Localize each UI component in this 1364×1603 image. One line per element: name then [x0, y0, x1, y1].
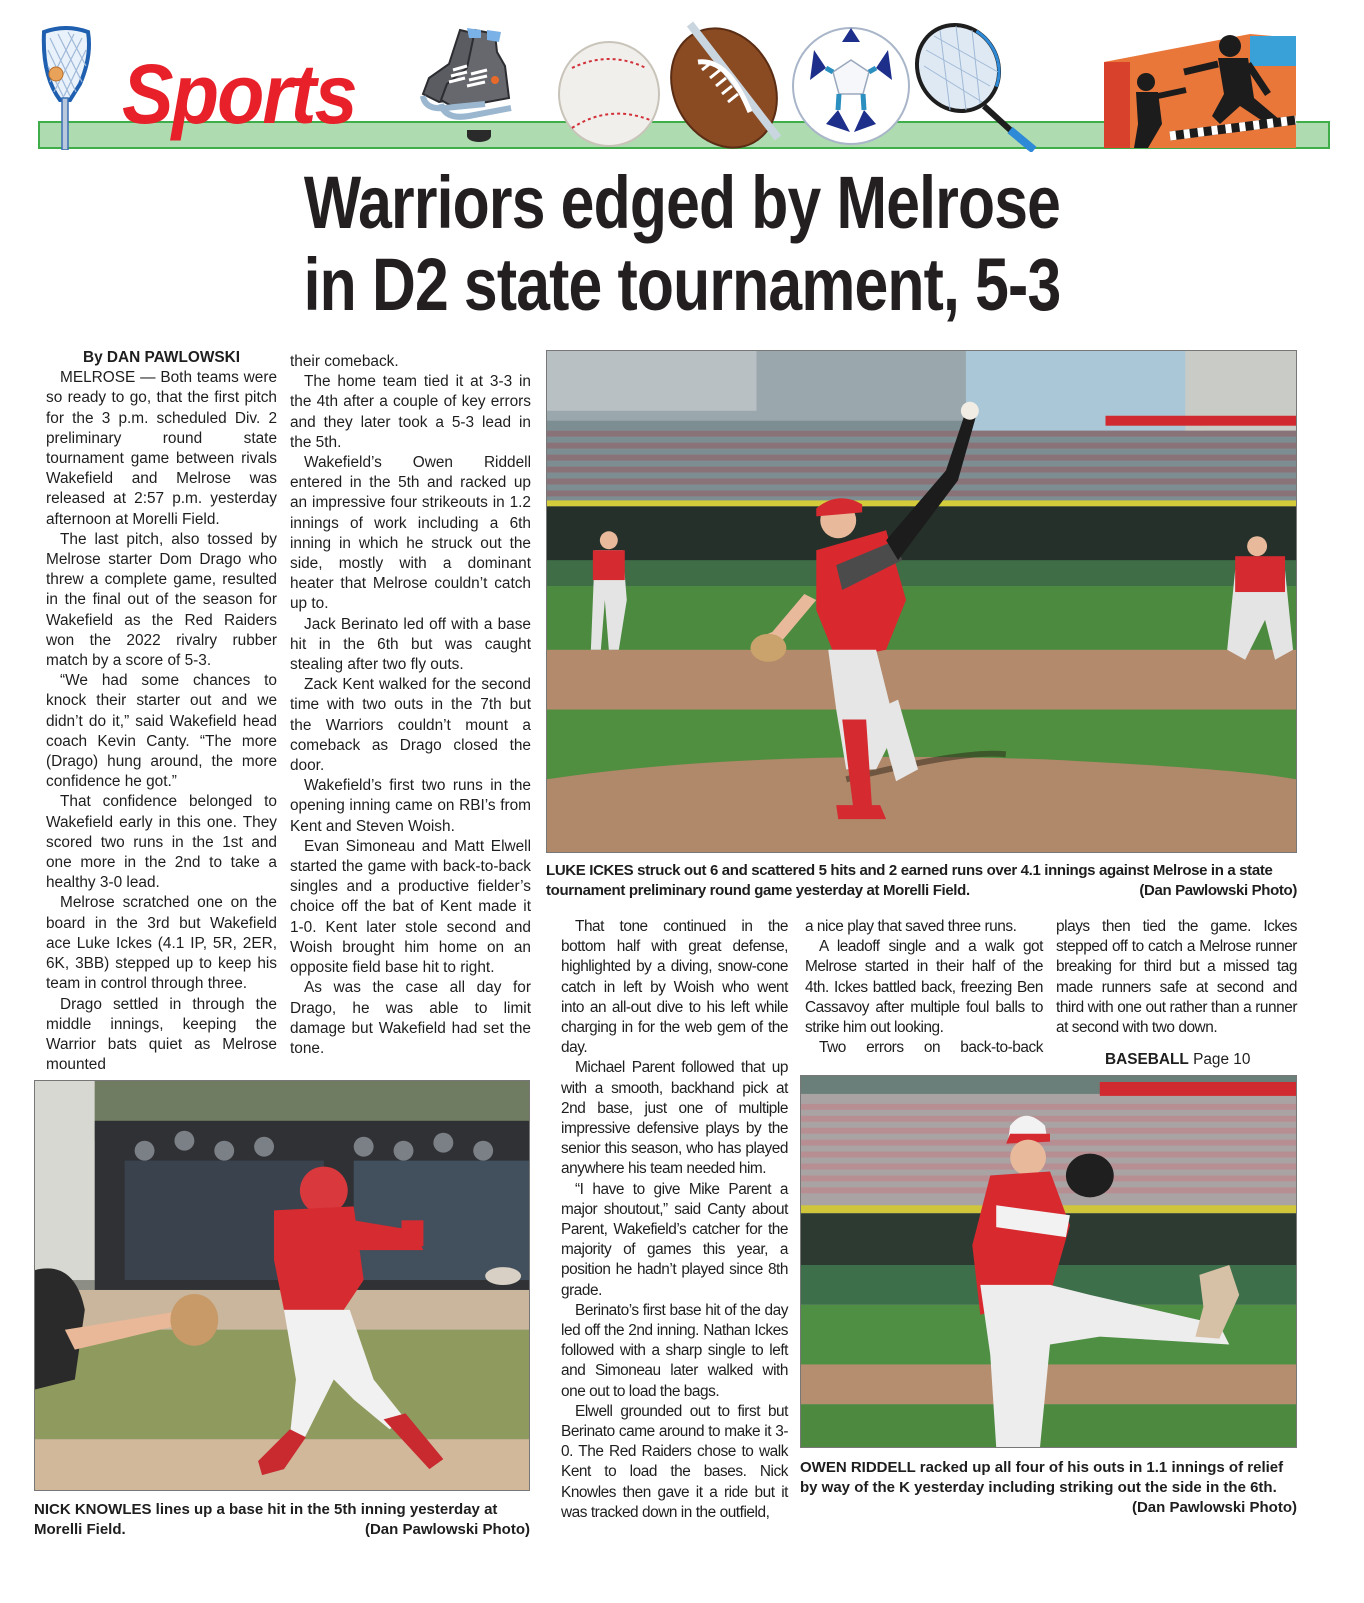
soccer-ball-icon	[790, 20, 912, 150]
relief-pitcher-photo-image	[801, 1076, 1296, 1447]
paragraph: “We had some chances to knock their starter out and we didn’t do it,” said Wakefield head coach Kevin Canty. “The more (Drago) hung around, the more confidence he got.”	[46, 672, 277, 791]
paragraph-continued: plays then tied the game. Ickes stepped off to catch a Melrose runner breaking for third but a missed tag made runners safe at second and third with one out rather than a runner at second with two down.	[1056, 918, 1297, 1037]
headline-line-2: in D2 state tournament, 5-3	[303, 243, 1061, 326]
caption-text: racked up all four of his outs in 1.1 innings of relief by way of the K yesterday including striking out the side in the 6th.	[800, 1459, 1284, 1496]
photo-credit: (Dan Pawlowski Photo)	[364, 1521, 530, 1538]
article-column-2	[290, 352, 531, 1059]
paragraph: MELROSE — Both teams were so ready to go, that the first pitch for the 3 p.m. scheduled Div. 2 preliminary round state tournament game between rivals Wakefield and Melrose was released at 2:57 p.m. yesterday afternoon at Morelli Field.	[46, 369, 277, 528]
photo-caption-nick-knowles	[34, 1500, 530, 1540]
paragraph: Wakefield’s first two runs in the opening inning came on RBI’s from Kent and Steven Woish.	[290, 777, 531, 835]
paragraph: Berinato’s first base hit of the day led off the 2nd inning. Nathan Ickes followed with a sharp single to left and Simoneau later walked with one out to load the bags.	[561, 1301, 788, 1400]
caption-lead: OWEN RIDDELL	[800, 1459, 916, 1476]
paragraph: That confidence belonged to Wakefield early in this one. They scored two runs in the 1st and one more in the 2nd to take a healthy 3-0 lead.	[46, 793, 277, 892]
paragraph: Jack Berinato led off with a base hit in the 6th but was caught stealing after two fly outs.	[290, 615, 531, 674]
paragraph: Drago settled in through the middle innings, keeping the Warrior bats quiet as Melrose mounted	[46, 995, 277, 1074]
paragraph: The last pitch, also tossed by Melrose starter Dom Drago who threw a complete game, resulted in the final out of the season for Wakefield as the Red Raiders won the 2022 rivalry rubber match by a score of 5-3.	[46, 530, 277, 670]
caption-lead: NICK KNOWLES	[34, 1501, 152, 1518]
paragraph: Elwell grounded out to first but Berinato came around to make it 3-0. The Red Raiders chose to walk Kent to load the bases. Nick Knowles then gave it a ride but it was tracked down in the outfield,	[561, 1402, 788, 1521]
caption-lead: LUKE ICKES	[546, 862, 634, 879]
photo-caption-luke-ickes	[546, 861, 1297, 901]
tennis-racket-icon	[910, 20, 1045, 152]
jump-page: Page 10	[1193, 1051, 1251, 1068]
batter-photo-image	[35, 1081, 529, 1490]
article-column-1	[46, 348, 277, 1075]
continued-on-page[interactable]	[1105, 1051, 1250, 1069]
paragraph: Wakefield’s Owen Riddell entered in the 5th and racked up an impressive four strikeouts in 1.2 innings of work including a 6th inning in which he struck out the side, mostly with a dominant heater that Melrose couldn’t catch up to.	[290, 454, 531, 613]
caption-text: lines up a base hit in the 5th inning yesterday at Morelli Field.	[34, 1501, 498, 1538]
photo-credit: (Dan Pawlowski Photo)	[1139, 882, 1297, 899]
hockey-skates-icon	[415, 24, 525, 150]
article-column-4	[805, 917, 1043, 1058]
headline	[0, 162, 1364, 326]
hurdlers-icon	[1100, 24, 1300, 150]
photo-owen-riddell	[800, 1075, 1297, 1448]
headline-line-1: Warriors edged by Melrose	[303, 161, 1061, 244]
paragraph-continued: their comeback.	[290, 353, 399, 370]
baseball-icon	[554, 38, 664, 150]
paragraph: Melrose scratched one on the board in the 3rd but Wakefield ace Luke Ickes (4.1 IP, 5R, 2ER, 6K, 3BB) stepped up to keep his team in control through three.	[46, 894, 277, 993]
lacrosse-stick-icon	[36, 26, 96, 150]
paragraph: A leadoff single and a walk got Melrose started in their half of the 4th. Ickes battled back, freezing Ben Cassavoy after multiple foul balls to strike him out looking.	[805, 938, 1043, 1037]
paragraph: “I have to give Mike Parent a major shoutout,” said Canty about Parent, Wakefield’s catcher for the majority of games this year, a position he hadn’t played since 8th grade.	[561, 1180, 788, 1299]
paragraph: Evan Simoneau and Matt Elwell started the game with back-to-back singles and a productive fielder’s choice off the bat of Kent made it 1-0. Kent later stole second and Woish brought him home on an opposite field base hit to right.	[290, 837, 531, 977]
byline: By DAN PAWLOWSKI	[82, 349, 241, 366]
paragraph: The home team tied it at 3-3 in the 4th after a couple of key errors and they later took a 5-3 lead in the 5th.	[290, 373, 531, 451]
sports-banner	[0, 0, 1364, 160]
paragraph: Zack Kent walked for the second time with two outs in the 7th but the Warriors couldn’t mount a comeback as Drago closed the door.	[290, 676, 531, 775]
sports-title: Sports	[122, 47, 356, 141]
paragraph: Two errors on back-to-back	[819, 1039, 1043, 1057]
caption-text: struck out 6 and scattered 5 hits and 2 earned runs over 4.1 innings against Melrose in a state tournament preliminary round game yesterday at Morelli Field.	[546, 862, 1273, 899]
paragraph: As was the case all day for Drago, he was able to limit damage but Wakefield had set the tone.	[290, 979, 531, 1057]
photo-credit: (Dan Pawlowski Photo)	[1131, 1499, 1297, 1516]
photo-caption-owen-riddell	[800, 1458, 1297, 1518]
paragraph-continued: a nice play that saved three runs.	[805, 918, 1017, 935]
article-column-5	[1056, 917, 1297, 1038]
photo-luke-ickes	[546, 350, 1297, 853]
photo-nick-knowles	[34, 1080, 530, 1491]
article-column-3	[561, 917, 788, 1523]
jump-section: BASEBALL	[1105, 1051, 1189, 1068]
football-icon	[658, 18, 790, 152]
pitcher-photo-image	[547, 351, 1296, 852]
paragraph: That tone continued in the bottom half with great defense, highlighted by a diving, snow-cone catch in left by Woish who went into an all-out dive to his left while charging in for the web gem of the day.	[561, 918, 788, 1057]
paragraph: Michael Parent followed that up with a smooth, backhand pick at 2nd base, just one of multiple impressive defensive plays by the senior this season, who has played anywhere his team needed him.	[561, 1059, 788, 1178]
